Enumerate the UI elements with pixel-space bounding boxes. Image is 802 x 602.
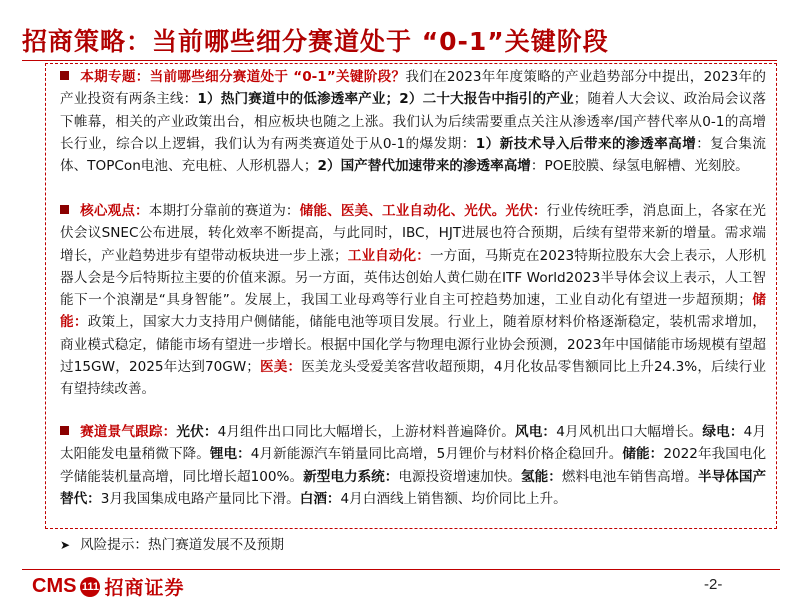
- text-run: 4月新能源汽车销量同比高增，5月锂价与材料价格企稳回升。: [250, 446, 623, 463]
- text-run: 2022年我国电化学储能装机量高增，同比增长超100%。: [60, 446, 767, 485]
- logo-mark-icon: 111: [80, 577, 100, 597]
- footer-divider: [22, 569, 780, 570]
- text-run: 2）国产替代加速带来的渗透率高增: [317, 158, 531, 175]
- text-run: 行业传统旺季，消息面上，各家在光伏会议SNEC公布进展，转化效率不断提高，与此同时，IBC，HJT进展也符合预期，后续有望带来新的增量。需求端增长，产业趋势进步有望带动板块进一步上涨；: [60, 203, 767, 264]
- text-run: 1）热门赛道中的低渗透率产业；2）二十大报告中指引的产业: [197, 91, 574, 108]
- title-bar: [22, 18, 777, 61]
- text-run: 政策上，国家大力支持用户侧储能，储能电池等项目发展。行业上，随着原材料价格逐渐稳定，装机需求增加，商业模式稳定，储能市场有望进一步增长。根据中国化学与物理电源行业协会预测，2023年中国储能市场规模有望超过15GW，2025年达到70GW；: [60, 314, 767, 376]
- text-run: 氢能：: [520, 468, 562, 485]
- text-run: 医美龙头受爱美客营收超预期，4月化妆品零售额同比上升24.3%，后续行业有望持续改善。: [60, 359, 767, 398]
- text-run: 绿电：: [702, 424, 744, 440]
- text-run: 本期打分靠前的赛道为：: [148, 203, 300, 219]
- logo-name: 招商证券: [104, 578, 185, 599]
- section-track-tracking: [60, 421, 766, 510]
- text-run: 储能：: [622, 446, 664, 463]
- text-run: ；随着人大会议、政治局会议落下帷幕，相关的产业政策出台，相应板块也随之上涨。我们认为后续需要重点关注从渗透率/国产替代率从0-1的高增长行业，综合以上逻辑，我们认为有两类赛道处于从0-1的爆发期：: [60, 91, 766, 152]
- text-run: 储能、医美、工业自动化、光伏。光伏：: [299, 203, 547, 219]
- risk-text: 热门赛道发展不及预期: [148, 537, 284, 553]
- square-bullet-icon: [60, 205, 69, 214]
- text-run: 工业自动化：: [347, 247, 430, 264]
- text-run: 1）新技术导入后带来的渗透率高增: [475, 135, 697, 152]
- text-run: 4月风机出口大幅增长。: [556, 424, 703, 440]
- page-title: 招商策略：当前哪些细分赛道处于 “0-1”关键阶段: [22, 27, 609, 56]
- text-run: 我们在2023年年度策略的产业趋势部分中提出，2023年的产业投资有两条主线：: [60, 69, 766, 108]
- text-run: 4月组件出口同比大幅增长，上游材料普遍降价。: [217, 424, 515, 440]
- text-run: 电源投资增速加快。: [398, 468, 521, 485]
- text-run: 4月太阳能发电量稍微下降。: [60, 424, 767, 463]
- section-core-view: [60, 200, 766, 401]
- risk-note: [60, 534, 284, 556]
- text-run: ：复合集流体、TOPCon电池、充电桩、人形机器人；: [60, 135, 767, 175]
- text-run: 半导体国产替代：: [60, 468, 767, 507]
- text-run: 光伏：: [176, 424, 218, 440]
- section-topic: [60, 66, 766, 177]
- text-run: 赛道景气跟踪：: [80, 424, 177, 440]
- square-bullet-icon: [60, 426, 69, 435]
- text-run: 锂电：: [209, 446, 251, 463]
- text-run: 本期专题：当前哪些细分赛道处于 “0-1”关键阶段？: [80, 69, 406, 85]
- text-run: 新型电力系统：: [303, 468, 399, 485]
- text-run: 储能：: [60, 292, 767, 331]
- text-run: 白酒：: [299, 490, 341, 507]
- text-run: 4月白酒线上销售额、均价同比上升。: [340, 490, 567, 507]
- text-run: 3月我国集成电路产量同比下滑。: [100, 490, 300, 507]
- text-run: 风电：: [514, 424, 557, 440]
- text-run: 医美：: [259, 359, 302, 376]
- text-run: ：POE胶膜、绿氢电解槽、光刻胶。: [530, 158, 749, 175]
- brand-logo: [32, 573, 184, 599]
- text-run: 一方面，马斯克在2023特斯拉股东大会上表示，人形机器人会是今后特斯拉主要的价值来源。另一方面，英伟达创始人黄仁勋在ITF World2023半导体会议上表示，人工智能下一个浪潮是“具身智能”。发展上，我国工业母鸡等行业自主可控趋势加速，工业自动化有望进一步超预期；: [60, 247, 767, 309]
- square-bullet-icon: [60, 71, 69, 80]
- logo-cms: CMS: [32, 575, 77, 597]
- text-run: 燃料电池车销售高增。: [561, 468, 698, 485]
- arrow-right-icon: ➤: [60, 538, 71, 552]
- text-run: 核心观点：: [80, 203, 149, 219]
- risk-label: 风险提示：: [80, 537, 149, 553]
- page-number: -2-: [704, 576, 723, 593]
